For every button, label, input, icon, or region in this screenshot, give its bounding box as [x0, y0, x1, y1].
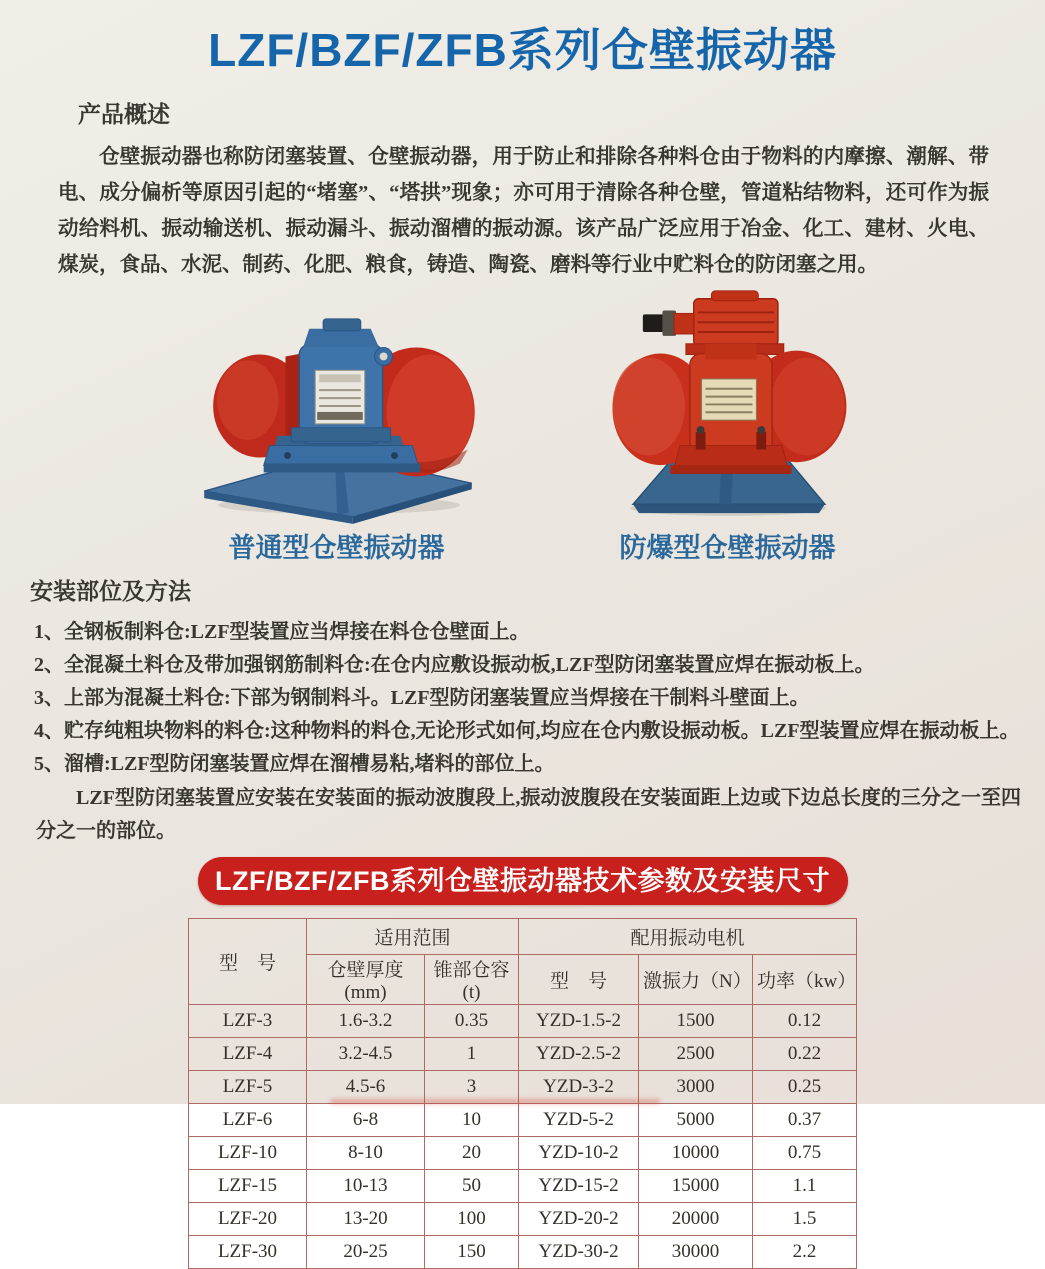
cell-power: 1.1 [753, 1170, 857, 1203]
explosion-proof-vibrator-figure [597, 287, 859, 565]
explosion-nameplate [701, 379, 756, 420]
ordinary-vibrator-figure [187, 299, 487, 565]
cell-excitation-force: 10000 [639, 1137, 753, 1170]
cell-excitation-force: 30000 [639, 1236, 753, 1269]
header-excitation-force: 激振力（N） [639, 955, 753, 1005]
header-motor-group: 配用振动电机 [519, 919, 857, 955]
spec-table-body [189, 1005, 857, 1269]
installation-item-2: 2、全混凝土料仓及带加强钢筋制料仓:在仓内应敷设振动板,LZF型防闭塞装置应焊在振动板上。 [34, 654, 875, 676]
bottom-cropped-banner [330, 1099, 660, 1104]
cell-model: LZF-20 [189, 1203, 307, 1236]
header-model: 型 号 [189, 919, 307, 1005]
cell-cone-capacity: 0.35 [425, 1005, 519, 1038]
cell-wall-thickness: 3.2-4.5 [307, 1038, 425, 1071]
cell-motor-model: YZD-3-2 [519, 1071, 639, 1104]
cell-excitation-force: 2500 [639, 1038, 753, 1071]
cell-cone-capacity: 150 [425, 1236, 519, 1269]
table-row [189, 1170, 857, 1203]
overview-heading: 产品概述 [78, 101, 170, 127]
product-figures [0, 287, 1045, 565]
cell-excitation-force: 3000 [639, 1071, 753, 1104]
spec-table-header [189, 919, 857, 1005]
cell-motor-model: YZD-5-2 [519, 1104, 639, 1137]
cell-power: 0.12 [753, 1005, 857, 1038]
cell-power: 2.2 [753, 1236, 857, 1269]
installation-item-1: 1、全钢板制料仓:LZF型装置应当焊接在料仓仓壁面上。 [34, 621, 530, 643]
cell-model: LZF-30 [189, 1236, 307, 1269]
header-wall-thickness: 仓壁厚度(mm) [307, 955, 425, 1005]
explosion-proof-vibrator-illustration [597, 287, 859, 517]
cell-wall-thickness: 13-20 [307, 1203, 425, 1236]
cell-cone-capacity: 100 [425, 1203, 519, 1236]
cell-wall-thickness: 1.6-3.2 [307, 1005, 425, 1038]
installation-item-5: 5、溜槽:LZF型防闭塞装置应焊在溜槽易粘,堵料的部位上。 [34, 753, 555, 775]
cell-motor-model: YZD-1.5-2 [519, 1005, 639, 1038]
table-row [189, 1137, 857, 1170]
ordinary-vibrator-caption: 普通型仓壁振动器 [228, 533, 445, 563]
cell-motor-model: YZD-30-2 [519, 1236, 639, 1269]
header-motor-model: 型 号 [519, 955, 639, 1005]
page-title: LZF/BZF/ZFB系列仓壁振动器 [208, 24, 837, 76]
installation-list [34, 616, 1045, 781]
spec-table [188, 918, 857, 1269]
ordinary-vibrator-illustration [187, 299, 487, 517]
cell-wall-thickness: 10-13 [307, 1170, 425, 1203]
cell-motor-model: YZD-20-2 [519, 1203, 639, 1236]
installation-item-3: 3、上部为混凝土料仓:下部为钢制料斗。LZF型防闭塞装置应当焊接在干制料斗壁面上。 [34, 687, 810, 709]
cell-cone-capacity: 3 [425, 1071, 519, 1104]
cell-cone-capacity: 10 [425, 1104, 519, 1137]
cell-excitation-force: 20000 [639, 1203, 753, 1236]
cell-cone-capacity: 1 [425, 1038, 519, 1071]
table-row [189, 1104, 857, 1137]
cell-model: LZF-3 [189, 1005, 307, 1038]
table-row [189, 1038, 857, 1071]
cell-model: LZF-10 [189, 1137, 307, 1170]
cell-cone-capacity: 50 [425, 1170, 519, 1203]
cell-excitation-force: 5000 [639, 1104, 753, 1137]
cell-power: 0.25 [753, 1071, 857, 1104]
table-row [189, 1203, 857, 1236]
cell-power: 0.75 [753, 1137, 857, 1170]
cell-motor-model: YZD-15-2 [519, 1170, 639, 1203]
cell-excitation-force: 15000 [639, 1170, 753, 1203]
explosion-proof-vibrator-caption: 防爆型仓壁振动器 [619, 533, 836, 563]
installation-note: LZF型防闭塞装置应安装在安装面的振动波腹段上,振动波腹段在安装面距上边或下边总长度的三分之一至四分之一的部位。 [36, 787, 1021, 842]
table-row [189, 1005, 857, 1038]
header-range-group: 适用范围 [307, 919, 519, 955]
cell-wall-thickness: 20-25 [307, 1236, 425, 1269]
cell-motor-model: YZD-2.5-2 [519, 1038, 639, 1071]
cell-cone-capacity: 20 [425, 1137, 519, 1170]
cell-motor-model: YZD-10-2 [519, 1137, 639, 1170]
installation-item-4: 4、贮存纯粗块物料的料仓:这种物料的料仓,无论形式如何,均应在仓内敷设振动板。LZF型装置应焊在振动板上。 [34, 720, 1020, 742]
header-power: 功率（kw） [753, 955, 857, 1005]
cell-wall-thickness: 8-10 [307, 1137, 425, 1170]
cell-model: LZF-5 [189, 1071, 307, 1104]
cell-wall-thickness: 6-8 [307, 1104, 425, 1137]
cell-power: 0.37 [753, 1104, 857, 1137]
cell-model: LZF-15 [189, 1170, 307, 1203]
header-cone-capacity: 锥部仓容(t) [425, 955, 519, 1005]
overview-paragraph: 仓壁振动器也称防闭塞装置、仓壁振动器，用于防止和排除各种料仓由于物料的内摩擦、潮解、带电、成分偏析等原因引起的“堵塞”、“塔拱”现象；亦可用于清除各种仓壁，管道粘结物料，还可作为振动给料机、振动输送机、振动漏斗、振动溜槽的振动源。该产品广泛应用于冶金、化工、建材、火电、煤炭，食品、水泥、制药、化肥、粮食，铸造、陶瓷、磨料等行业中贮料仓的防闭塞之用。 [58, 146, 989, 276]
installation-heading: 安装部位及方法 [30, 578, 191, 604]
spec-table-banner: LZF/BZF/ZFB系列仓壁振动器技术参数及安装尺寸 [198, 857, 848, 905]
cell-power: 0.22 [753, 1038, 857, 1071]
cell-wall-thickness: 4.5-6 [307, 1071, 425, 1104]
table-row [189, 1236, 857, 1269]
cell-excitation-force: 1500 [639, 1005, 753, 1038]
cell-model: LZF-4 [189, 1038, 307, 1071]
cell-model: LZF-6 [189, 1104, 307, 1137]
cell-power: 1.5 [753, 1203, 857, 1236]
